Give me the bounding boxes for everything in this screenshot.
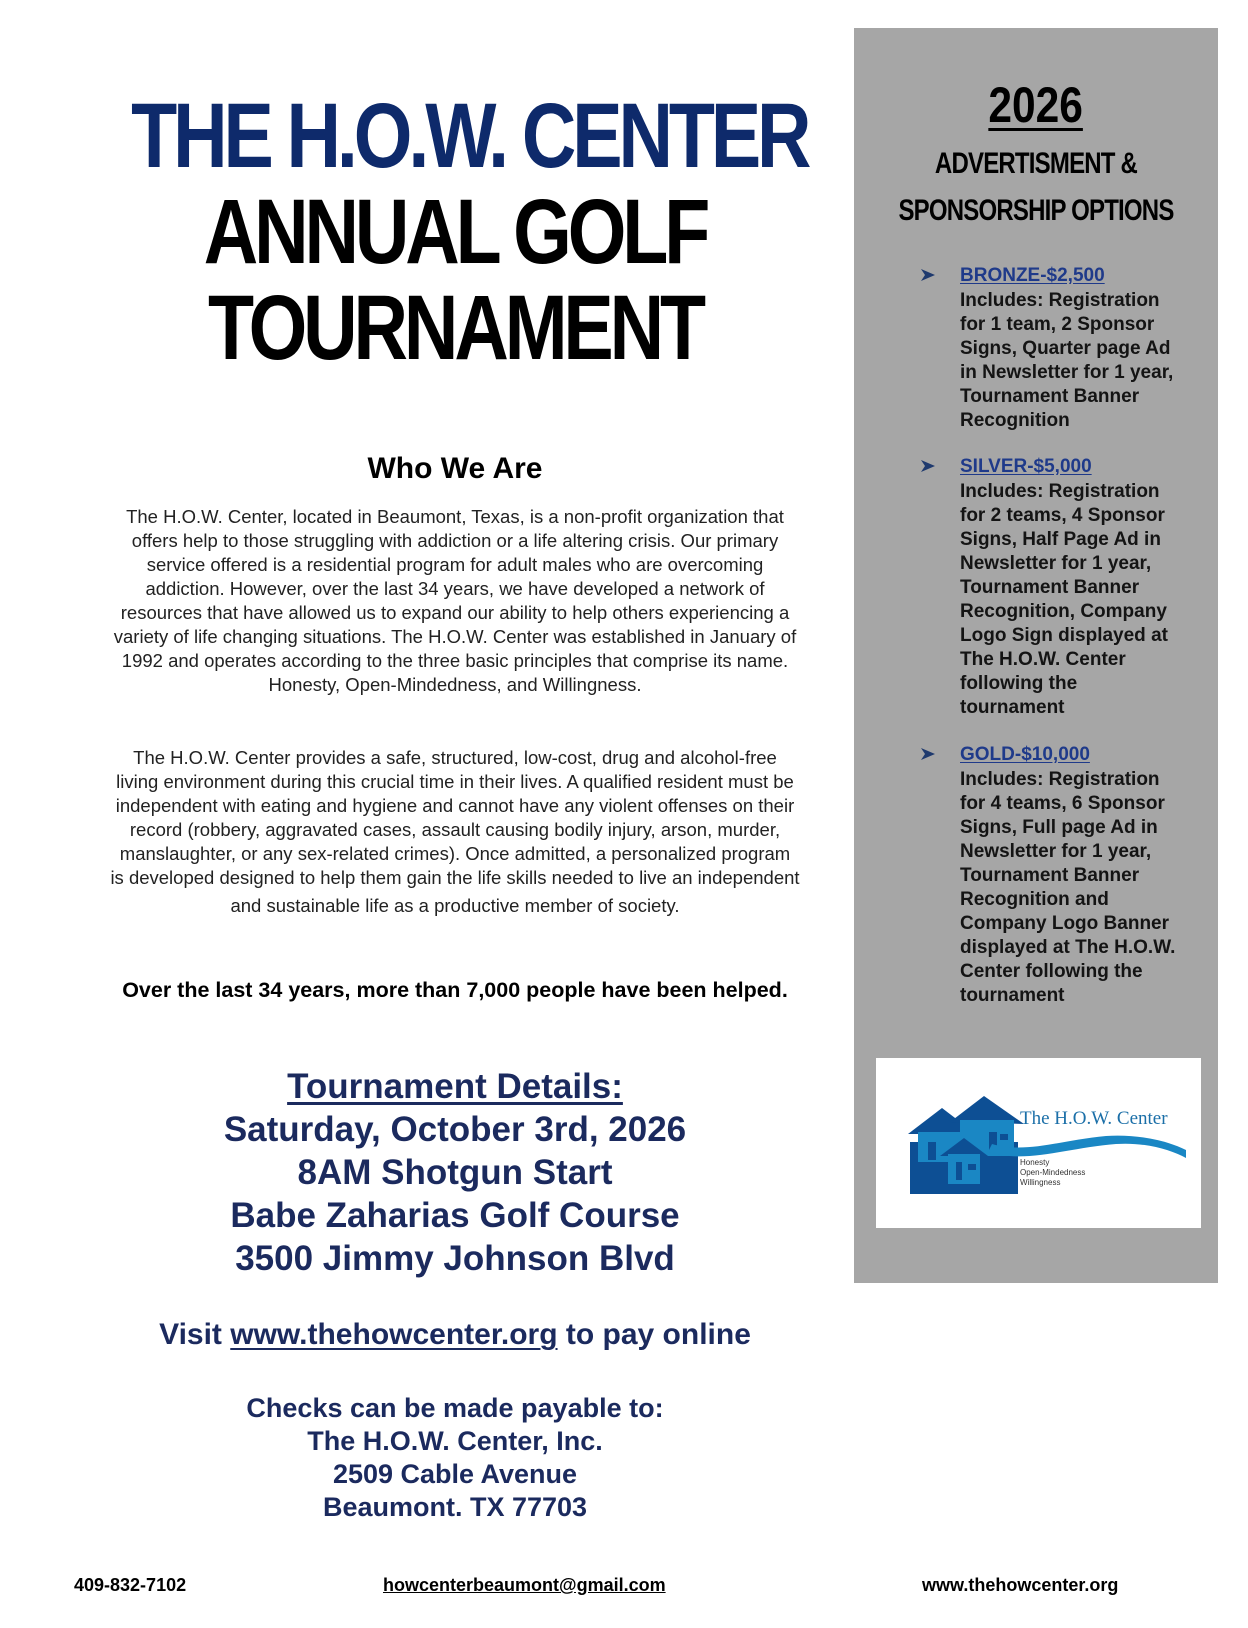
paragraph-line: living environment during this crucial time in their lives. A qualified resident must be <box>116 771 794 792</box>
tier-desc-line: Newsletter for 1 year, <box>960 841 1152 862</box>
paragraph-line: variety of life changing situations. The H.O.W. Center was established in January of <box>113 626 797 647</box>
arrow-bullet-icon <box>920 746 936 762</box>
sponsorship-sidebar <box>854 28 1218 1283</box>
checks-heading: Checks can be made payable to: <box>246 1393 664 1423</box>
tier-desc-line: Company Logo Banner <box>960 913 1170 934</box>
paragraph-line: and sustainable life as a productive member of society. <box>230 895 680 916</box>
tier-desc-line: tournament <box>960 697 1065 718</box>
tier-desc-line: for 2 teams, 4 Sponsor <box>960 505 1165 526</box>
tier-desc-line: Recognition and <box>960 889 1109 910</box>
arrow-bullet-icon <box>920 267 936 283</box>
tier-desc-line: Tournament Banner <box>960 865 1140 886</box>
payee-street: 2509 Cable Avenue <box>332 1459 578 1489</box>
tournament-start-time: 8AM Shotgun Start <box>297 1153 613 1192</box>
tier-bronze-description <box>960 289 1210 433</box>
logo-name: The H.O.W. Center <box>1020 1108 1168 1129</box>
logo-tagline-open-mindedness: Open-Mindedness <box>1020 1168 1086 1177</box>
flyer-title <box>60 85 850 379</box>
tier-desc-line: tournament <box>960 985 1065 1006</box>
paragraph-line: is developed designed to help them gain the life skills needed to live an independent <box>110 867 800 888</box>
paragraph-line: resources that have allowed us to expand our ability to help others experiencing a <box>120 602 790 623</box>
tier-desc-line: Newsletter for 1 year, <box>960 553 1152 574</box>
tier-desc-line: Signs, Half Page Ad in <box>960 529 1161 550</box>
logo-tagline-willingness: Willingness <box>1020 1178 1061 1187</box>
paragraph-line: Honesty, Open-Mindedness, and Willingness. <box>268 674 642 695</box>
footer-website: www.thehowcenter.org <box>922 1575 1119 1595</box>
tier-desc-line: for 1 team, 2 Sponsor <box>960 314 1155 335</box>
sidebar-title <box>854 140 1218 234</box>
tier-bronze-name[interactable]: BRONZE-$2,500 <box>960 265 1105 286</box>
paragraph-line: The H.O.W. Center, located in Beaumont, Texas, is a non-profit organization that <box>126 506 784 527</box>
tournament-date: Saturday, October 3rd, 2026 <box>223 1110 687 1149</box>
houses-logo-icon <box>876 1058 1201 1228</box>
checks-payable-block <box>60 1392 850 1524</box>
payee-city: Beaumont. TX 77703 <box>322 1492 588 1522</box>
title-annual-golf: ANNUAL GOLF <box>203 181 707 283</box>
tier-desc-line: displayed at The H.O.W. <box>960 937 1176 958</box>
tier-desc-line: The H.O.W. Center <box>960 649 1126 670</box>
sidebar-title-line-2: SPONSORSHIP OPTIONS <box>898 194 1174 227</box>
paragraph-line: service offered is a residential program for adult males who are overcoming <box>146 554 764 575</box>
tier-desc-line: in Newsletter for 1 year, <box>960 362 1174 383</box>
sidebar-year <box>854 76 1218 134</box>
how-center-logo <box>876 1058 1201 1228</box>
tier-desc-line: Includes: Registration <box>960 290 1160 311</box>
footer-phone: 409-832-7102 <box>74 1575 187 1595</box>
who-we-are-paragraph-1 <box>60 505 850 697</box>
paragraph-line: The H.O.W. Center provides a safe, structured, low-cost, drug and alcohol-free <box>133 747 777 768</box>
tier-desc-line: Tournament Banner <box>960 386 1140 407</box>
tier-desc-line: Includes: Registration <box>960 769 1160 790</box>
tier-desc-line: Recognition, Company <box>960 601 1167 622</box>
pay-online-line <box>60 1318 850 1352</box>
footer-email-link[interactable]: howcenterbeaumont@gmail.com <box>383 1575 666 1595</box>
tier-desc-line: Signs, Full page Ad in <box>960 817 1158 838</box>
tournament-details-heading: Tournament Details: <box>287 1067 623 1106</box>
tier-gold-description <box>960 768 1210 1008</box>
tier-desc-line: Signs, Quarter page Ad <box>960 338 1171 359</box>
sidebar-title-line-1: ADVERTISMENT & <box>934 147 1138 180</box>
tournament-venue: Babe Zaharias Golf Course <box>230 1196 680 1235</box>
paragraph-line: 1992 and operates according to the three basic principles that comprise its name. <box>121 650 789 671</box>
tier-desc-line: Tournament Banner <box>960 577 1140 598</box>
paragraph-line: independent with eating and hygiene and cannot have any violent offenses on their <box>115 795 795 816</box>
tier-desc-line: following the <box>960 673 1078 694</box>
visit-prefix: Visit <box>159 1318 231 1351</box>
website-link[interactable]: www.thehowcenter.org <box>230 1318 558 1351</box>
tier-desc-line: Recognition <box>960 410 1070 431</box>
tier-desc-line: Center following the <box>960 961 1143 982</box>
who-we-are-paragraph-2 <box>60 746 850 918</box>
paragraph-line: manslaughter, or any sex-related crimes). Once admitted, a personalized program <box>119 843 791 864</box>
tier-silver-name[interactable]: SILVER-$5,000 <box>960 456 1092 477</box>
tier-desc-line: Logo Sign displayed at <box>960 625 1168 646</box>
who-we-are-heading: Who We Are <box>367 452 543 485</box>
tournament-address: 3500 Jimmy Johnson Blvd <box>235 1239 675 1278</box>
title-tournament: TOURNAMENT <box>207 277 703 379</box>
paragraph-line: record (robbery, aggravated cases, assault causing bodily injury, arson, murder, <box>129 819 781 840</box>
paragraph-line: addiction. However, over the last 34 years, we have developed a network of <box>145 578 765 599</box>
tier-silver-description <box>960 480 1210 720</box>
tournament-details <box>60 1066 850 1280</box>
people-helped-statement: Over the last 34 years, more than 7,000 people have been helped. <box>122 978 788 1002</box>
tier-desc-line: for 4 teams, 6 Sponsor <box>960 793 1165 814</box>
tier-gold-name[interactable]: GOLD-$10,000 <box>960 744 1090 765</box>
title-org-name: THE H.O.W. CENTER <box>131 85 808 187</box>
tier-desc-line: Includes: Registration <box>960 481 1160 502</box>
visit-suffix: to pay online <box>557 1318 751 1351</box>
sidebar-year-text: 2026 <box>988 77 1084 133</box>
logo-tagline-honesty: Honesty <box>1020 1158 1050 1167</box>
arrow-bullet-icon <box>920 458 936 474</box>
payee-name: The H.O.W. Center, Inc. <box>307 1426 603 1456</box>
paragraph-line: offers help to those struggling with addiction or a life altering crisis. Our primary <box>131 530 779 551</box>
